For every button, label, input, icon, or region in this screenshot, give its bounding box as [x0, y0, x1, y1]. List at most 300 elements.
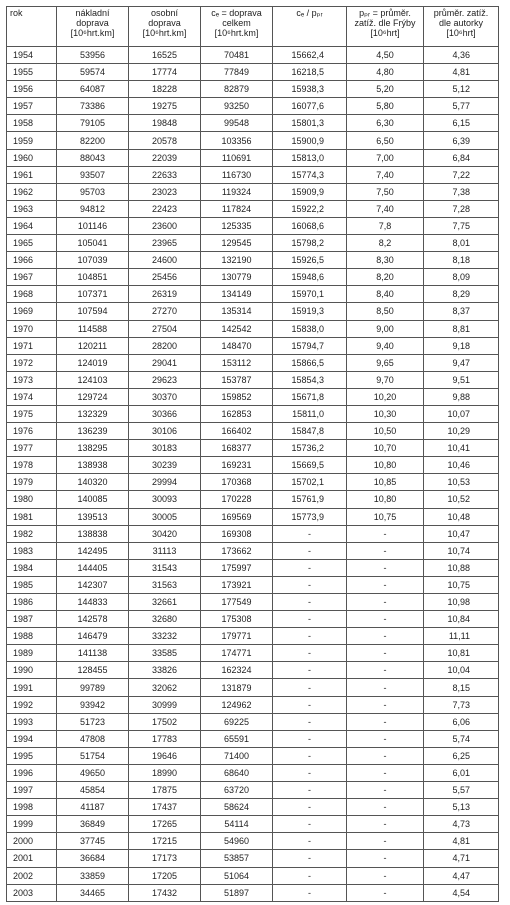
cell-total: 54960	[201, 833, 273, 850]
cell-passenger: 31563	[129, 576, 201, 593]
cell-freight: 144833	[57, 594, 129, 611]
cell-passenger: 23600	[129, 217, 201, 234]
cell-total: 153787	[201, 371, 273, 388]
cell-total: 119324	[201, 183, 273, 200]
cell-passenger: 33232	[129, 628, 201, 645]
table-row	[7, 337, 499, 354]
cell-year: 1971	[7, 337, 57, 354]
table-row	[7, 782, 499, 799]
header-total	[201, 7, 273, 47]
cell-passenger: 17215	[129, 833, 201, 850]
table-row	[7, 200, 499, 217]
cell-load-author: 4,81	[424, 833, 499, 850]
cell-load-fryba: -	[347, 628, 424, 645]
cell-load-author: 10,53	[424, 474, 499, 491]
table-row	[7, 98, 499, 115]
cell-total: 130779	[201, 269, 273, 286]
cell-ratio: -	[273, 628, 347, 645]
cell-ratio: 15909,9	[273, 183, 347, 200]
cell-ratio: 15866,5	[273, 354, 347, 371]
cell-ratio: 15813,0	[273, 149, 347, 166]
cell-load-fryba: -	[347, 816, 424, 833]
cell-freight: 51723	[57, 713, 129, 730]
header-line: dle autorky	[438, 18, 484, 28]
cell-year: 1961	[7, 166, 57, 183]
cell-load-fryba: -	[347, 850, 424, 867]
cell-passenger: 32680	[129, 611, 201, 628]
table-row	[7, 252, 499, 269]
cell-freight: 33859	[57, 867, 129, 884]
cell-ratio: 15900,9	[273, 132, 347, 149]
cell-load-fryba: -	[347, 730, 424, 747]
cell-load-author: 8,09	[424, 269, 499, 286]
header-line: doprava	[76, 18, 109, 28]
cell-load-fryba: 10,85	[347, 474, 424, 491]
cell-year: 1991	[7, 679, 57, 696]
cell-load-fryba: -	[347, 799, 424, 816]
table-row	[7, 132, 499, 149]
table-row	[7, 371, 499, 388]
table-body	[7, 47, 499, 902]
cell-total: 131879	[201, 679, 273, 696]
cell-freight: 101146	[57, 217, 129, 234]
cell-freight: 82200	[57, 132, 129, 149]
cell-load-author: 7,28	[424, 200, 499, 217]
cell-ratio: -	[273, 662, 347, 679]
table-row	[7, 235, 499, 252]
cell-ratio: -	[273, 679, 347, 696]
cell-load-author: 7,22	[424, 166, 499, 183]
table-row	[7, 799, 499, 816]
cell-total: 51064	[201, 867, 273, 884]
cell-total: 70481	[201, 47, 273, 64]
cell-passenger: 20578	[129, 132, 201, 149]
table-row	[7, 423, 499, 440]
cell-total: 69225	[201, 713, 273, 730]
cell-passenger: 17432	[129, 884, 201, 901]
cell-ratio: -	[273, 782, 347, 799]
header-line: cₑ = doprava	[211, 8, 262, 18]
table-row	[7, 645, 499, 662]
cell-freight: 107371	[57, 286, 129, 303]
cell-passenger: 17783	[129, 730, 201, 747]
cell-load-fryba: -	[347, 525, 424, 542]
header-freight	[57, 7, 129, 47]
cell-total: 169569	[201, 508, 273, 525]
cell-ratio: 15948,6	[273, 269, 347, 286]
header-line: zatíž. dle Frýby	[354, 18, 416, 28]
cell-freight: 34465	[57, 884, 129, 901]
cell-passenger: 30239	[129, 457, 201, 474]
traffic-data-table	[6, 6, 499, 902]
cell-total: 177549	[201, 594, 273, 611]
cell-ratio: -	[273, 764, 347, 781]
cell-total: 125335	[201, 217, 273, 234]
header-rok	[7, 7, 57, 47]
cell-year: 2002	[7, 867, 57, 884]
cell-freight: 136239	[57, 423, 129, 440]
cell-ratio: 15774,3	[273, 166, 347, 183]
cell-freight: 146479	[57, 628, 129, 645]
cell-load-fryba: -	[347, 662, 424, 679]
table-row	[7, 816, 499, 833]
cell-load-author: 8,29	[424, 286, 499, 303]
cell-year: 1973	[7, 371, 57, 388]
cell-total: 53857	[201, 850, 273, 867]
cell-total: 68640	[201, 764, 273, 781]
cell-ratio: 15801,3	[273, 115, 347, 132]
cell-passenger: 30183	[129, 440, 201, 457]
cell-load-author: 4,71	[424, 850, 499, 867]
cell-year: 1980	[7, 491, 57, 508]
cell-passenger: 23965	[129, 235, 201, 252]
cell-load-fryba: -	[347, 884, 424, 901]
header-line: cₑ / pₚᵣ	[296, 8, 323, 18]
cell-passenger: 17875	[129, 782, 201, 799]
cell-load-author: 8,15	[424, 679, 499, 696]
cell-year: 1966	[7, 252, 57, 269]
cell-ratio: 16077,6	[273, 98, 347, 115]
cell-load-fryba: -	[347, 747, 424, 764]
cell-load-author: 9,47	[424, 354, 499, 371]
cell-load-fryba: -	[347, 713, 424, 730]
cell-ratio: -	[273, 799, 347, 816]
header-line: pₚᵣ = průměr.	[359, 8, 411, 18]
cell-passenger: 30093	[129, 491, 201, 508]
header-line: [10⁶hrt.km]	[142, 28, 187, 38]
cell-load-author: 7,38	[424, 183, 499, 200]
cell-freight: 140085	[57, 491, 129, 508]
cell-year: 1969	[7, 303, 57, 320]
cell-load-fryba: 10,70	[347, 440, 424, 457]
cell-year: 1994	[7, 730, 57, 747]
cell-load-author: 10,41	[424, 440, 499, 457]
cell-load-fryba: 4,80	[347, 64, 424, 81]
cell-year: 1997	[7, 782, 57, 799]
cell-year: 1995	[7, 747, 57, 764]
cell-freight: 124019	[57, 354, 129, 371]
cell-load-fryba: 9,00	[347, 320, 424, 337]
cell-passenger: 30106	[129, 423, 201, 440]
cell-total: 170228	[201, 491, 273, 508]
cell-freight: 36684	[57, 850, 129, 867]
cell-total: 99548	[201, 115, 273, 132]
cell-load-author: 7,75	[424, 217, 499, 234]
cell-passenger: 25456	[129, 269, 201, 286]
cell-passenger: 29994	[129, 474, 201, 491]
cell-year: 1983	[7, 542, 57, 559]
cell-freight: 138295	[57, 440, 129, 457]
cell-year: 1981	[7, 508, 57, 525]
cell-load-fryba: 10,80	[347, 457, 424, 474]
header-line: celkem	[222, 18, 251, 28]
cell-ratio: 15669,5	[273, 457, 347, 474]
table-row	[7, 303, 499, 320]
cell-year: 1979	[7, 474, 57, 491]
cell-ratio: -	[273, 747, 347, 764]
cell-total: 173921	[201, 576, 273, 593]
cell-total: 124962	[201, 696, 273, 713]
table-row	[7, 115, 499, 132]
cell-freight: 140320	[57, 474, 129, 491]
table-row	[7, 611, 499, 628]
table-row	[7, 884, 499, 901]
cell-ratio: 15922,2	[273, 200, 347, 217]
cell-ratio: 15761,9	[273, 491, 347, 508]
cell-load-fryba: -	[347, 764, 424, 781]
cell-load-author: 10,84	[424, 611, 499, 628]
cell-passenger: 27504	[129, 320, 201, 337]
cell-ratio: 15662,4	[273, 47, 347, 64]
cell-year: 1982	[7, 525, 57, 542]
cell-load-author: 10,52	[424, 491, 499, 508]
cell-total: 175997	[201, 559, 273, 576]
cell-year: 1955	[7, 64, 57, 81]
cell-load-fryba: -	[347, 559, 424, 576]
table-row	[7, 850, 499, 867]
header-line: nákladní	[75, 8, 110, 18]
cell-ratio: 15798,2	[273, 235, 347, 252]
cell-passenger: 33826	[129, 662, 201, 679]
cell-total: 174771	[201, 645, 273, 662]
cell-ratio: 15702,1	[273, 474, 347, 491]
table-row	[7, 183, 499, 200]
cell-freight: 138838	[57, 525, 129, 542]
header-line: průměr. zatíž.	[433, 8, 489, 18]
header-line: doprava	[148, 18, 181, 28]
cell-load-fryba: 7,40	[347, 200, 424, 217]
cell-load-author: 5,12	[424, 81, 499, 98]
cell-load-fryba: 8,20	[347, 269, 424, 286]
cell-total: 169231	[201, 457, 273, 474]
cell-freight: 93507	[57, 166, 129, 183]
cell-load-fryba: 6,50	[347, 132, 424, 149]
cell-freight: 93942	[57, 696, 129, 713]
table-row	[7, 320, 499, 337]
cell-load-author: 4,81	[424, 64, 499, 81]
cell-passenger: 29041	[129, 354, 201, 371]
cell-year: 2000	[7, 833, 57, 850]
header-load-fryba	[347, 7, 424, 47]
cell-load-author: 9,18	[424, 337, 499, 354]
cell-freight: 79105	[57, 115, 129, 132]
cell-freight: 142495	[57, 542, 129, 559]
cell-ratio: -	[273, 816, 347, 833]
cell-load-fryba: 10,20	[347, 388, 424, 405]
header-line: osobní	[150, 8, 179, 18]
cell-load-author: 10,81	[424, 645, 499, 662]
cell-load-fryba: 9,70	[347, 371, 424, 388]
cell-load-fryba: -	[347, 594, 424, 611]
cell-passenger: 17437	[129, 799, 201, 816]
table-row	[7, 628, 499, 645]
cell-passenger: 32661	[129, 594, 201, 611]
cell-freight: 88043	[57, 149, 129, 166]
table-row	[7, 491, 499, 508]
cell-passenger: 18990	[129, 764, 201, 781]
cell-total: 148470	[201, 337, 273, 354]
cell-year: 1987	[7, 611, 57, 628]
cell-year: 1968	[7, 286, 57, 303]
cell-passenger: 19646	[129, 747, 201, 764]
cell-total: 77849	[201, 64, 273, 81]
cell-freight: 107039	[57, 252, 129, 269]
cell-year: 1993	[7, 713, 57, 730]
table-row	[7, 440, 499, 457]
cell-ratio: 15926,5	[273, 252, 347, 269]
cell-ratio: -	[273, 611, 347, 628]
cell-year: 1992	[7, 696, 57, 713]
table-row	[7, 474, 499, 491]
cell-load-author: 10,98	[424, 594, 499, 611]
cell-load-fryba: -	[347, 576, 424, 593]
cell-freight: 141138	[57, 645, 129, 662]
table-row	[7, 525, 499, 542]
cell-freight: 124103	[57, 371, 129, 388]
cell-freight: 144405	[57, 559, 129, 576]
cell-load-author: 6,01	[424, 764, 499, 781]
cell-year: 1988	[7, 628, 57, 645]
cell-load-fryba: 4,50	[347, 47, 424, 64]
header-ratio	[273, 7, 347, 47]
cell-total: 58624	[201, 799, 273, 816]
cell-ratio: -	[273, 542, 347, 559]
cell-load-fryba: 7,50	[347, 183, 424, 200]
header-line: [10⁶hrt.km]	[70, 28, 115, 38]
table-row	[7, 508, 499, 525]
header-passenger	[129, 7, 201, 47]
cell-freight: 95703	[57, 183, 129, 200]
header-line: [10⁶hrt.km]	[214, 28, 259, 38]
cell-load-author: 10,46	[424, 457, 499, 474]
table-row	[7, 833, 499, 850]
cell-load-author: 11,11	[424, 628, 499, 645]
table-row	[7, 576, 499, 593]
cell-year: 1996	[7, 764, 57, 781]
cell-freight: 73386	[57, 98, 129, 115]
cell-year: 1974	[7, 388, 57, 405]
table-row	[7, 354, 499, 371]
cell-load-author: 6,25	[424, 747, 499, 764]
cell-total: 170368	[201, 474, 273, 491]
table-row	[7, 662, 499, 679]
cell-load-fryba: 8,40	[347, 286, 424, 303]
cell-total: 142542	[201, 320, 273, 337]
cell-load-fryba: 7,40	[347, 166, 424, 183]
cell-ratio: -	[273, 576, 347, 593]
cell-load-fryba: -	[347, 679, 424, 696]
cell-passenger: 23023	[129, 183, 201, 200]
cell-load-author: 4,73	[424, 816, 499, 833]
cell-year: 1967	[7, 269, 57, 286]
cell-load-fryba: -	[347, 782, 424, 799]
table-row	[7, 47, 499, 64]
cell-load-author: 6,15	[424, 115, 499, 132]
cell-load-author: 10,88	[424, 559, 499, 576]
cell-load-author: 8,37	[424, 303, 499, 320]
table-row	[7, 679, 499, 696]
data-table-container	[6, 6, 499, 902]
cell-total: 51897	[201, 884, 273, 901]
cell-ratio: -	[273, 884, 347, 901]
cell-total: 168377	[201, 440, 273, 457]
table-row	[7, 747, 499, 764]
cell-year: 1986	[7, 594, 57, 611]
cell-freight: 132329	[57, 405, 129, 422]
table-row	[7, 559, 499, 576]
cell-load-author: 5,74	[424, 730, 499, 747]
cell-load-fryba: 5,20	[347, 81, 424, 98]
cell-load-author: 6,39	[424, 132, 499, 149]
cell-load-author: 4,36	[424, 47, 499, 64]
cell-freight: 129724	[57, 388, 129, 405]
cell-total: 134149	[201, 286, 273, 303]
cell-ratio: -	[273, 730, 347, 747]
cell-ratio: 15773,9	[273, 508, 347, 525]
cell-load-author: 8,01	[424, 235, 499, 252]
cell-freight: 64087	[57, 81, 129, 98]
cell-year: 1985	[7, 576, 57, 593]
cell-freight: 142578	[57, 611, 129, 628]
cell-total: 117824	[201, 200, 273, 217]
cell-year: 1965	[7, 235, 57, 252]
cell-load-fryba: 6,30	[347, 115, 424, 132]
cell-freight: 45854	[57, 782, 129, 799]
cell-ratio: 15854,3	[273, 371, 347, 388]
cell-load-author: 4,54	[424, 884, 499, 901]
cell-freight: 36849	[57, 816, 129, 833]
cell-freight: 128455	[57, 662, 129, 679]
table-row	[7, 149, 499, 166]
table-row	[7, 542, 499, 559]
cell-freight: 94812	[57, 200, 129, 217]
cell-passenger: 32062	[129, 679, 201, 696]
cell-ratio: 15970,1	[273, 286, 347, 303]
cell-passenger: 17205	[129, 867, 201, 884]
table-row	[7, 388, 499, 405]
cell-year: 1964	[7, 217, 57, 234]
cell-year: 1989	[7, 645, 57, 662]
cell-ratio: -	[273, 850, 347, 867]
cell-load-fryba: 10,50	[347, 423, 424, 440]
header-line: rok	[10, 8, 23, 18]
cell-load-author: 7,73	[424, 696, 499, 713]
cell-year: 1972	[7, 354, 57, 371]
cell-passenger: 30370	[129, 388, 201, 405]
cell-ratio: -	[273, 594, 347, 611]
cell-load-fryba: 9,65	[347, 354, 424, 371]
table-header-row	[7, 7, 499, 47]
cell-year: 1990	[7, 662, 57, 679]
cell-passenger: 19848	[129, 115, 201, 132]
cell-year: 1956	[7, 81, 57, 98]
cell-load-author: 10,74	[424, 542, 499, 559]
cell-total: 54114	[201, 816, 273, 833]
cell-freight: 105041	[57, 235, 129, 252]
cell-load-fryba: 8,30	[347, 252, 424, 269]
cell-year: 1960	[7, 149, 57, 166]
cell-passenger: 22633	[129, 166, 201, 183]
cell-total: 82879	[201, 81, 273, 98]
cell-load-author: 5,57	[424, 782, 499, 799]
cell-load-author: 9,51	[424, 371, 499, 388]
cell-total: 129545	[201, 235, 273, 252]
cell-passenger: 22039	[129, 149, 201, 166]
cell-passenger: 24600	[129, 252, 201, 269]
cell-ratio: 15736,2	[273, 440, 347, 457]
cell-passenger: 30366	[129, 405, 201, 422]
cell-ratio: 15847,8	[273, 423, 347, 440]
